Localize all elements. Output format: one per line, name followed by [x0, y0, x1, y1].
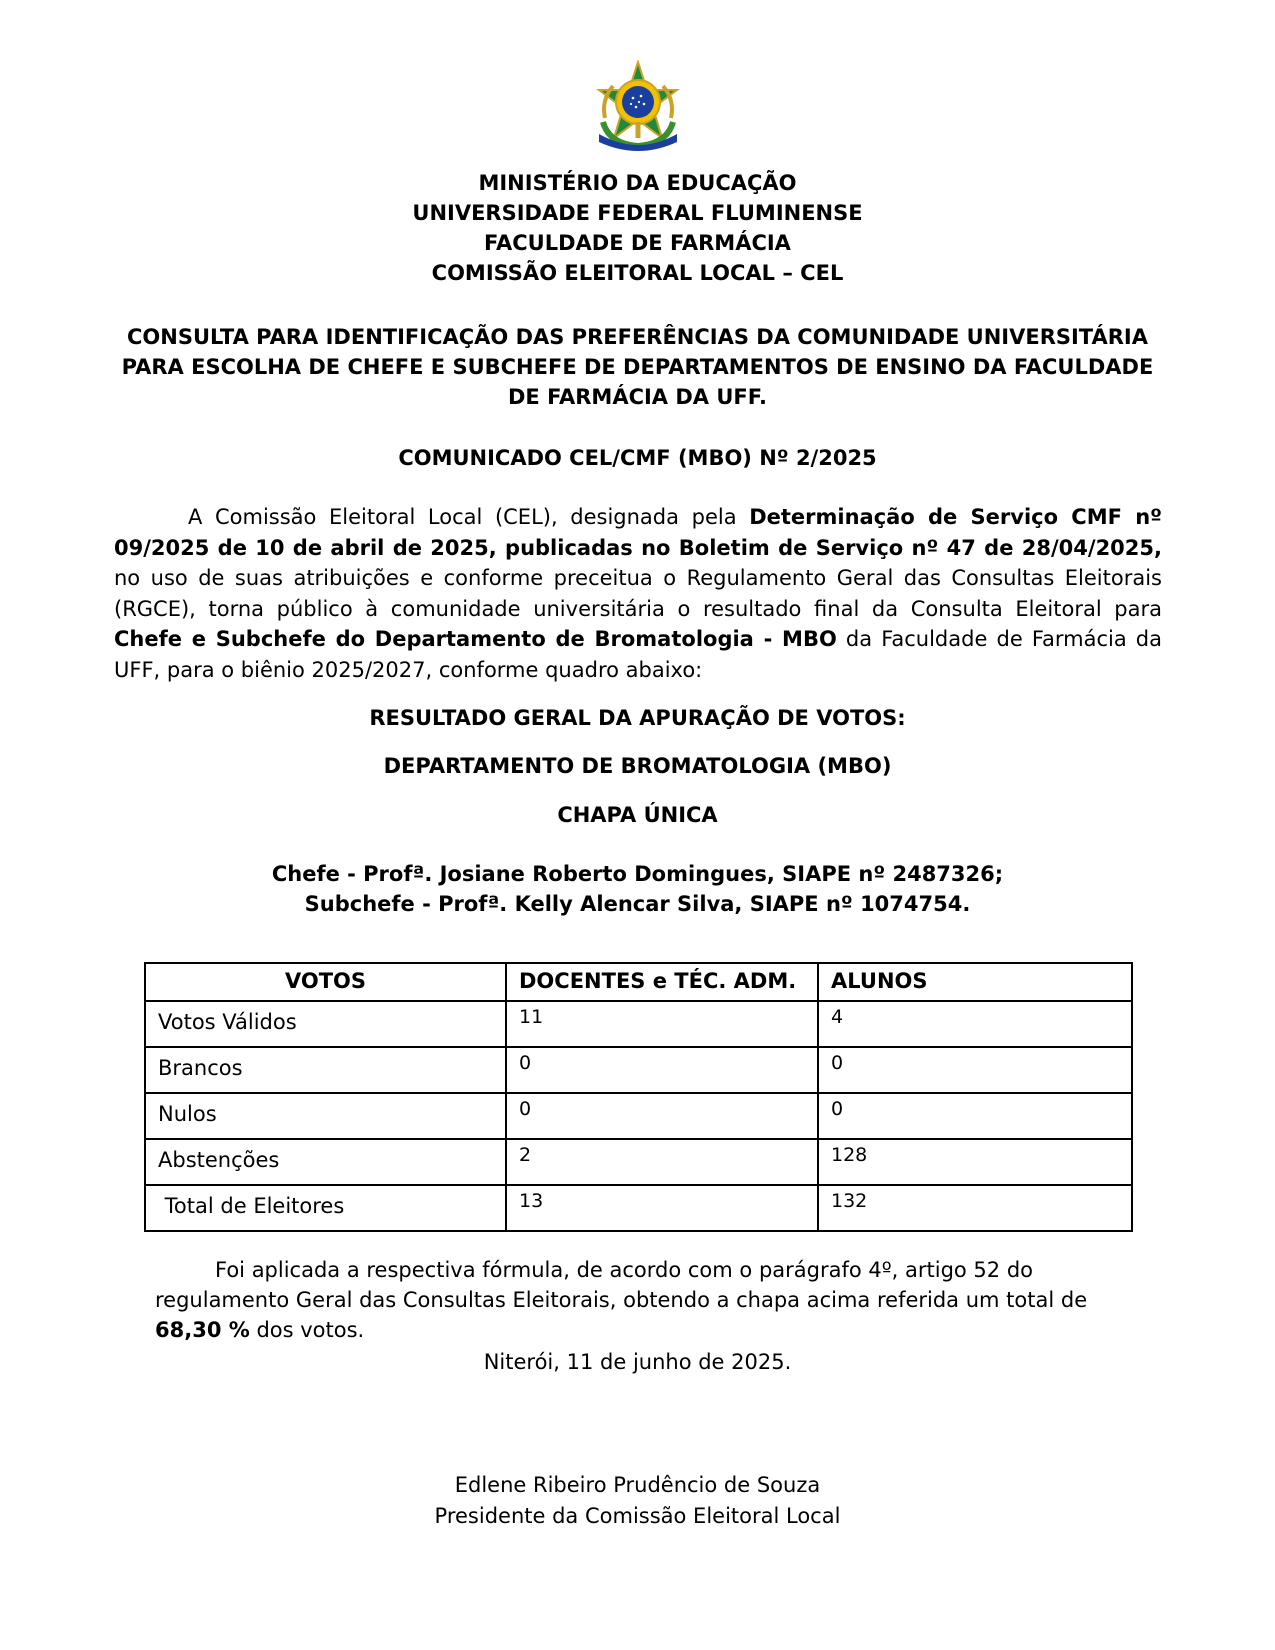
column-header-docentes: DOCENTES e TÉC. ADM.	[506, 963, 818, 1001]
dateline: Niterói, 11 de junho de 2025.	[483, 1350, 792, 1374]
table-row	[145, 1047, 1132, 1093]
body-bold-2: Chefe e Subchefe do Departamento de Bromatologia - MBO	[114, 627, 837, 651]
cell-alunos: 0	[818, 1047, 1132, 1093]
signature-block	[0, 1470, 1275, 1532]
signer-name: Edlene Ribeiro Prudêncio de Souza	[454, 1473, 821, 1497]
brazil-coat-of-arms-icon	[589, 60, 687, 152]
comunicado-number: COMUNICADO CEL/CMF (MBO) Nº 2/2025	[398, 446, 877, 470]
body-text-3: da Faculdade de Farmácia da UFF, para o biênio 2025/2027, conforme quadro abaixo:	[114, 627, 1162, 682]
cell-alunos: 132	[818, 1185, 1132, 1231]
formula-text-1: Foi aplicada a respectiva fórmula, de acordo com o parágrafo 4º, artigo 52 do regulamento Geral das Consultas Eleitorais, obtendo a chapa acima referida um total de	[155, 1258, 1088, 1312]
row-label: Total de Eleitores	[145, 1185, 506, 1231]
cell-alunos: 128	[818, 1139, 1132, 1185]
department-heading: DEPARTAMENTO DE BROMATOLOGIA (MBO)	[383, 754, 892, 778]
candidate-subchefe: Subchefe - Profª. Kelly Alencar Silva, SIAPE nº 1074754.	[304, 892, 971, 916]
vote-percentage: 68,30 %	[155, 1318, 250, 1342]
body-text-2: no uso de suas atribuições e conforme preceitua o Regulamento Geral das Consultas Eleitorais (RGCE), torna público à comunidade universitária o resultado final da Consulta Eleitoral para	[114, 566, 1162, 621]
table-row	[145, 1093, 1132, 1139]
votes-table	[144, 962, 1133, 1232]
cell-alunos: 0	[818, 1093, 1132, 1139]
body-text-1: A Comissão Eleitoral Local (CEL), designada pela	[188, 505, 750, 529]
result-heading: RESULTADO GERAL DA APURAÇÃO DE VOTOS:	[369, 706, 906, 730]
cell-docentes: 2	[506, 1139, 818, 1185]
column-header-votos: VOTOS	[145, 963, 506, 1001]
table-row	[145, 1001, 1132, 1047]
candidate-chefe: Chefe - Profª. Josiane Roberto Domingues, SIAPE nº 2487326;	[271, 862, 1004, 886]
cell-docentes: 0	[506, 1047, 818, 1093]
header-line-faculty: FACULDADE DE FARMÁCIA	[484, 231, 791, 255]
header-line-ministry: MINISTÉRIO DA EDUCAÇÃO	[478, 171, 797, 195]
cell-docentes: 11	[506, 1001, 818, 1047]
table-row	[145, 1185, 1132, 1231]
cell-docentes: 13	[506, 1185, 818, 1231]
body-bold-1: Determinação de Serviço CMF nº 09/2025 de 10 de abril de 2025, publicadas no Boletim de Serviço nº 47 de 28/04/2025,	[114, 505, 1162, 560]
header-line-university: UNIVERSIDADE FEDERAL FLUMINENSE	[412, 201, 863, 225]
document-title: CONSULTA PARA IDENTIFICAÇÃO DAS PREFERÊNCIAS DA COMUNIDADE UNIVERSITÁRIA PARA ESCOLHA DE CHEFE E SUBCHEFE DE DEPARTAMENTOS DE ENSINO DA FACULDADE DE FARMÁCIA DA UFF.	[121, 325, 1154, 409]
row-label: Brancos	[145, 1047, 506, 1093]
row-label: Nulos	[145, 1093, 506, 1139]
body-paragraph	[114, 502, 1162, 685]
row-label: Votos Válidos	[145, 1001, 506, 1047]
row-label: Abstenções	[145, 1139, 506, 1185]
institution-header	[0, 168, 1275, 288]
table-row	[145, 1139, 1132, 1185]
cell-alunos: 4	[818, 1001, 1132, 1047]
column-header-alunos: ALUNOS	[818, 963, 1132, 1001]
slate-heading: CHAPA ÚNICA	[557, 803, 718, 827]
formula-text-2: dos votos.	[249, 1318, 365, 1342]
table-header-row	[145, 963, 1132, 1001]
formula-paragraph	[155, 1255, 1155, 1345]
header-line-commission: COMISSÃO ELEITORAL LOCAL – CEL	[431, 261, 844, 285]
candidates-block	[0, 859, 1275, 919]
signer-role: Presidente da Comissão Eleitoral Local	[434, 1504, 841, 1528]
cell-docentes: 0	[506, 1093, 818, 1139]
